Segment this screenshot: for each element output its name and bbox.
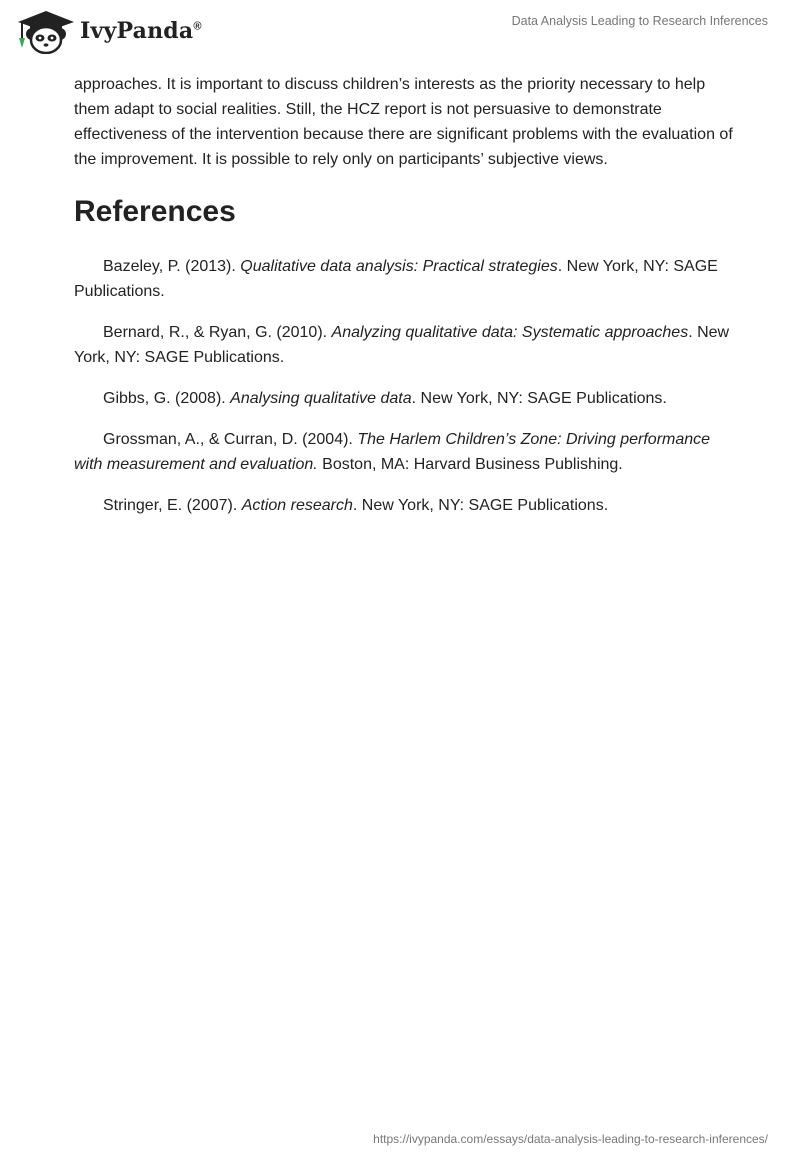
page-header — [0, 0, 800, 60]
reference-item: Stringer, E. (2007). Action research. New York, NY: SAGE Publications. — [103, 497, 609, 514]
brand-logo[interactable] — [14, 8, 202, 54]
reference-title: Analysing qualitative data — [230, 390, 412, 407]
brand-name: IvyPanda® — [80, 18, 202, 44]
reference-title: The Harlem Children’s Zone: Driving performance with measurement and evaluation. — [74, 431, 711, 473]
panda-graduation-cap-logo-icon — [14, 8, 76, 54]
source-url-link[interactable]: https://ivypanda.com/essays/data-analysis-leading-to-research-inferences/ — [373, 1132, 768, 1146]
registered-mark: ® — [193, 20, 202, 33]
intro-paragraph: approaches. It is important to discuss children’s interests as the priority necessary to help them adapt to social realities. Still, the HCZ report is not persuasive to demonstrate effectiveness of the intervention because there are significant problems with the evaluation of the improvement. It is possible to rely only on participants’ subjective views. — [74, 76, 733, 168]
reference-item: Bernard, R., & Ryan, G. (2010). Analyzing qualitative data: Systematic approaches. New York, NY: SAGE Publications. — [74, 324, 730, 366]
reference-title: Action research — [241, 497, 353, 514]
reference-item: Grossman, A., & Curran, D. (2004). The Harlem Children’s Zone: Driving performance with measurement and evaluation. Boston, MA: Harvard Business Publishing. — [74, 431, 711, 473]
reference-title: Analyzing qualitative data: Systematic approaches — [331, 324, 689, 341]
references-heading: References — [74, 195, 236, 228]
main-content — [74, 72, 734, 534]
reference-title: Qualitative data analysis: Practical strategies — [240, 258, 558, 275]
reference-item: Gibbs, G. (2008). Analysing qualitative data. New York, NY: SAGE Publications. — [103, 390, 667, 407]
reference-item: Bazeley, P. (2013). Qualitative data analysis: Practical strategies. New York, NY: SAGE Publications. — [74, 258, 718, 300]
document-title: Data Analysis Leading to Research Inferences — [511, 14, 768, 28]
